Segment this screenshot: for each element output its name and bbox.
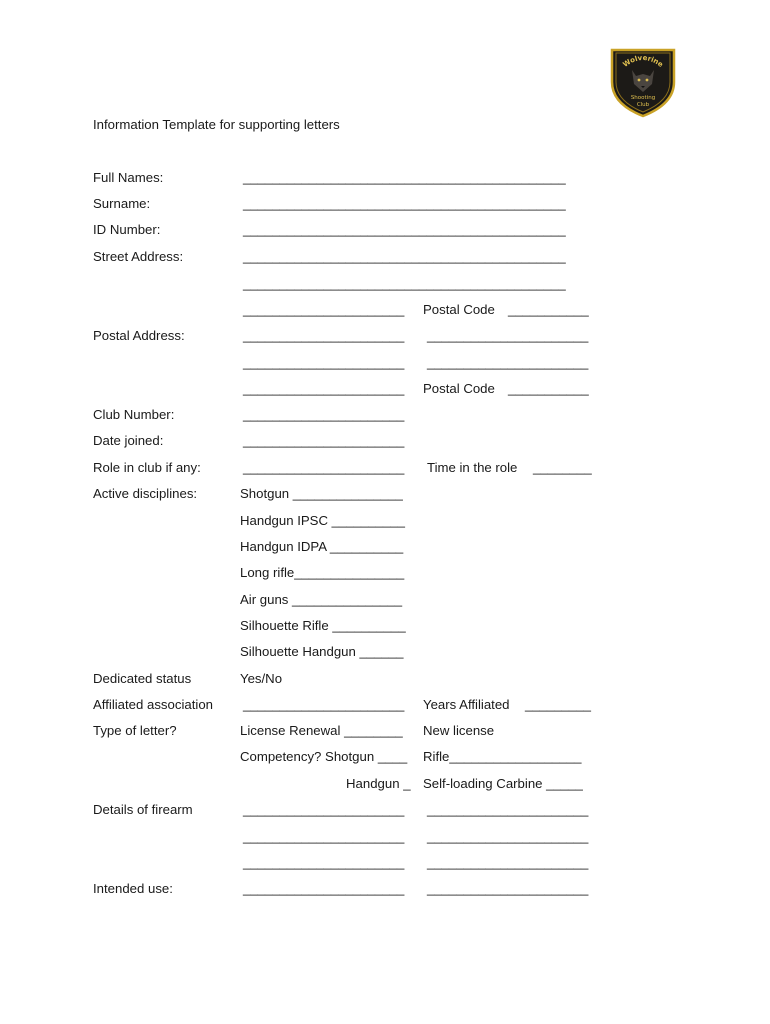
field-street-address-3[interactable]: ______________________ bbox=[243, 302, 405, 317]
field-intended-use-b[interactable]: ______________________ bbox=[427, 881, 589, 896]
label-postal-postal-code: Postal Code bbox=[423, 381, 495, 396]
label-details-of-firearm: Details of firearm bbox=[93, 802, 193, 817]
field-postal-address-1b[interactable]: ______________________ bbox=[427, 328, 589, 343]
field-role[interactable]: ______________________ bbox=[243, 460, 405, 475]
field-street-address-2[interactable]: ____________________________________________ bbox=[243, 276, 566, 291]
field-postal-address-1a[interactable]: ______________________ bbox=[243, 328, 405, 343]
discipline-item[interactable]: Long rifle_______________ bbox=[240, 565, 405, 580]
field-firearm-2a[interactable]: ______________________ bbox=[243, 829, 405, 844]
field-date-joined[interactable]: ______________________ bbox=[243, 433, 405, 448]
field-street-address-1[interactable]: ____________________________________________ bbox=[243, 249, 566, 264]
field-postal-address-2a[interactable]: ______________________ bbox=[243, 355, 405, 370]
option-handgun[interactable]: Handgun _ bbox=[346, 776, 411, 791]
page-title: Information Template for supporting letters bbox=[93, 117, 340, 132]
logo-text-1: Shooting bbox=[630, 95, 656, 101]
discipline-item[interactable]: Handgun IDPA __________ bbox=[240, 539, 404, 554]
label-dedicated-status: Dedicated status bbox=[93, 671, 192, 686]
discipline-item[interactable]: Silhouette Rifle __________ bbox=[240, 618, 406, 633]
option-license-renewal[interactable]: License Renewal ________ bbox=[240, 723, 403, 738]
field-years-affiliated[interactable]: _________ bbox=[525, 697, 592, 712]
label-street-address: Street Address: bbox=[93, 249, 184, 264]
field-street-postal-code[interactable]: ___________ bbox=[508, 302, 589, 317]
field-firearm-1a[interactable]: ______________________ bbox=[243, 802, 405, 817]
field-postal-address-3[interactable]: ______________________ bbox=[243, 381, 405, 396]
label-postal-address: Postal Address: bbox=[93, 328, 185, 343]
dedicated-status-value[interactable]: Yes/No bbox=[240, 671, 283, 686]
label-affiliated-association: Affiliated association bbox=[93, 697, 213, 712]
label-active-disciplines: Active disciplines: bbox=[93, 486, 198, 501]
label-role: Role in club if any: bbox=[93, 460, 201, 475]
label-full-names: Full Names: bbox=[93, 170, 164, 185]
field-postal-postal-code[interactable]: ___________ bbox=[508, 381, 589, 396]
logo-arc-text: Wolverine bbox=[621, 53, 665, 69]
label-years-affiliated: Years Affiliated bbox=[423, 697, 510, 712]
discipline-item[interactable]: Air guns _______________ bbox=[240, 592, 403, 607]
label-street-postal-code: Postal Code bbox=[423, 302, 495, 317]
discipline-item[interactable]: Shotgun _______________ bbox=[240, 486, 403, 501]
field-surname[interactable]: ____________________________________________ bbox=[243, 196, 566, 211]
field-firearm-3b[interactable]: ______________________ bbox=[427, 855, 589, 870]
field-firearm-3a[interactable]: ______________________ bbox=[243, 855, 405, 870]
label-date-joined: Date joined: bbox=[93, 433, 164, 448]
logo-text-2: Club bbox=[636, 102, 650, 108]
label-type-of-letter: Type of letter? bbox=[93, 723, 177, 738]
field-postal-address-2b[interactable]: ______________________ bbox=[427, 355, 589, 370]
option-competency-shotgun[interactable]: Competency? Shotgun ____ bbox=[240, 749, 408, 764]
label-surname: Surname: bbox=[93, 196, 151, 211]
field-club-number[interactable]: ______________________ bbox=[243, 407, 405, 422]
discipline-item[interactable]: Handgun IPSC __________ bbox=[240, 513, 405, 528]
field-time-in-role[interactable]: ________ bbox=[533, 460, 592, 475]
club-logo bbox=[608, 44, 678, 118]
field-full-names[interactable]: ____________________________________________ bbox=[243, 170, 566, 185]
option-rifle[interactable]: Rifle__________________ bbox=[423, 749, 582, 764]
discipline-item[interactable]: Silhouette Handgun ______ bbox=[240, 644, 404, 659]
label-intended-use: Intended use: bbox=[93, 881, 173, 896]
field-intended-use-a[interactable]: ______________________ bbox=[243, 881, 405, 896]
label-id-number: ID Number: bbox=[93, 222, 161, 237]
option-self-loading-carbine[interactable]: Self-loading Carbine _____ bbox=[423, 776, 583, 791]
label-time-in-role: Time in the role bbox=[427, 460, 518, 475]
option-new-license[interactable]: New license bbox=[423, 723, 495, 738]
field-firearm-2b[interactable]: ______________________ bbox=[427, 829, 589, 844]
field-id-number[interactable]: ____________________________________________ bbox=[243, 222, 566, 237]
label-club-number: Club Number: bbox=[93, 407, 175, 422]
field-affiliated-association[interactable]: ______________________ bbox=[243, 697, 405, 712]
field-firearm-1b[interactable]: ______________________ bbox=[427, 802, 589, 817]
